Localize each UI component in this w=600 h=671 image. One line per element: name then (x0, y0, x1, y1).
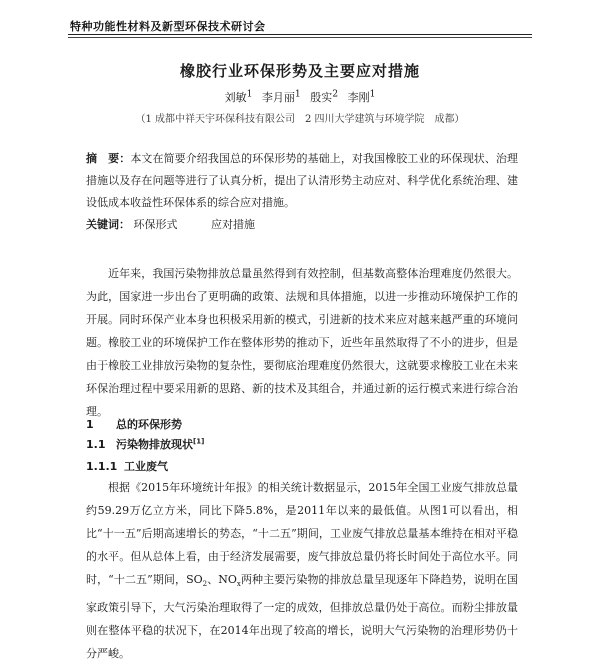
keyword: 环保形式 (133, 218, 178, 231)
author-name: 刘敏$^1$ (224, 88, 253, 104)
body-paragraph: 根据《2015年环境统计年报》的相关统计数据显示，2015年全国工业废气排放总量约59.29万亿立方米，同比下降5.8%，是2011年以来的最低值。从图1可以看出，相比“十一五”后期高速增长的势态，“十二五”期间，工业废气排放总量基本维持在相对平稳的水平。但从总体上看，由于经济发展需要，废气排放总量仍将长时间处于高位水平。同时，“十二五”期间，$SO_2$、$NO_x$两种主要污染物的排放总量呈现逐年下降趋势，说明在国家政策引导下，大气污染治理取得了一定的成效，但排放总量仍处于高位。而粉尘排放量则在整体平稳的状况下，在2014年出现了较高的增长，说明大气污染物的治理形势仍十分严峻。 (86, 481, 518, 661)
subsubsection-number: 1.1.1 (86, 460, 118, 473)
paper-title: 橡胶行业环保形势及主要应对措施 (179, 62, 420, 80)
subsubsection-title: 工业废气 (124, 460, 168, 473)
author-list (0, 88, 600, 105)
subsection-number: 1.1 (86, 438, 106, 451)
keyword: 应对措施 (211, 218, 255, 231)
subsection-title: 污染物排放现状 (116, 438, 193, 451)
intro-paragraph: 近年来，我国污染物排放总量虽然得到有效控制，但基数高整体治理难度仍然很大。为此，国家进一步出台了更明确的政策、法规和具体措施，以进一步推动环境保护工作的开展。同时环保产业本身也积极采用新的模式，引进新的技术来应对越来越严重的环境问题。橡胶工业的环境保护工作在整体形势的推动下，近些年虽然取得了不小的进步，但是由于橡胶工业排放污染物的复杂性，要彻底治理难度仍然很大，这就要求橡胶工业在未来环保治理过程中要采用新的思路、新的技术及其组合，并通过新的运行模式来进行综合治理。 (86, 267, 518, 418)
abstract-text: 本文在简要介绍我国总的环保形势的基础上，对我国橡胶工业的环保现状、治理措施以及存在问题等进行了认真分析，提出了认清形势主动应对、科学优化系统治理、建设低成本收益性环保体系的综合应对措施。 (86, 152, 519, 209)
header-rule-thin (68, 37, 532, 38)
citation-ref: [1] (193, 437, 205, 446)
subsubsection-heading (86, 458, 168, 474)
affiliation: （1 成都中祥天宇环保科技有限公司 2 四川大学建筑与环境学院 成都） (135, 114, 465, 125)
author-name: 李刚$^1$ (347, 88, 376, 104)
running-head: 特种功能性材料及新型环保技术研讨会 (70, 20, 266, 33)
abstract-label: 摘 要： (86, 152, 131, 165)
section-heading (86, 416, 182, 432)
section-title: 总的环保形势 (116, 418, 182, 431)
subsection-heading (86, 436, 204, 452)
keywords (86, 216, 518, 234)
section-number: 1 (86, 418, 94, 431)
author-name: 殷实$^2$ (310, 88, 339, 104)
abstract (86, 148, 518, 214)
keywords-label: 关键词： (86, 218, 130, 231)
author-name: 李月丽$^1$ (261, 88, 301, 104)
header-rule (68, 34, 532, 35)
